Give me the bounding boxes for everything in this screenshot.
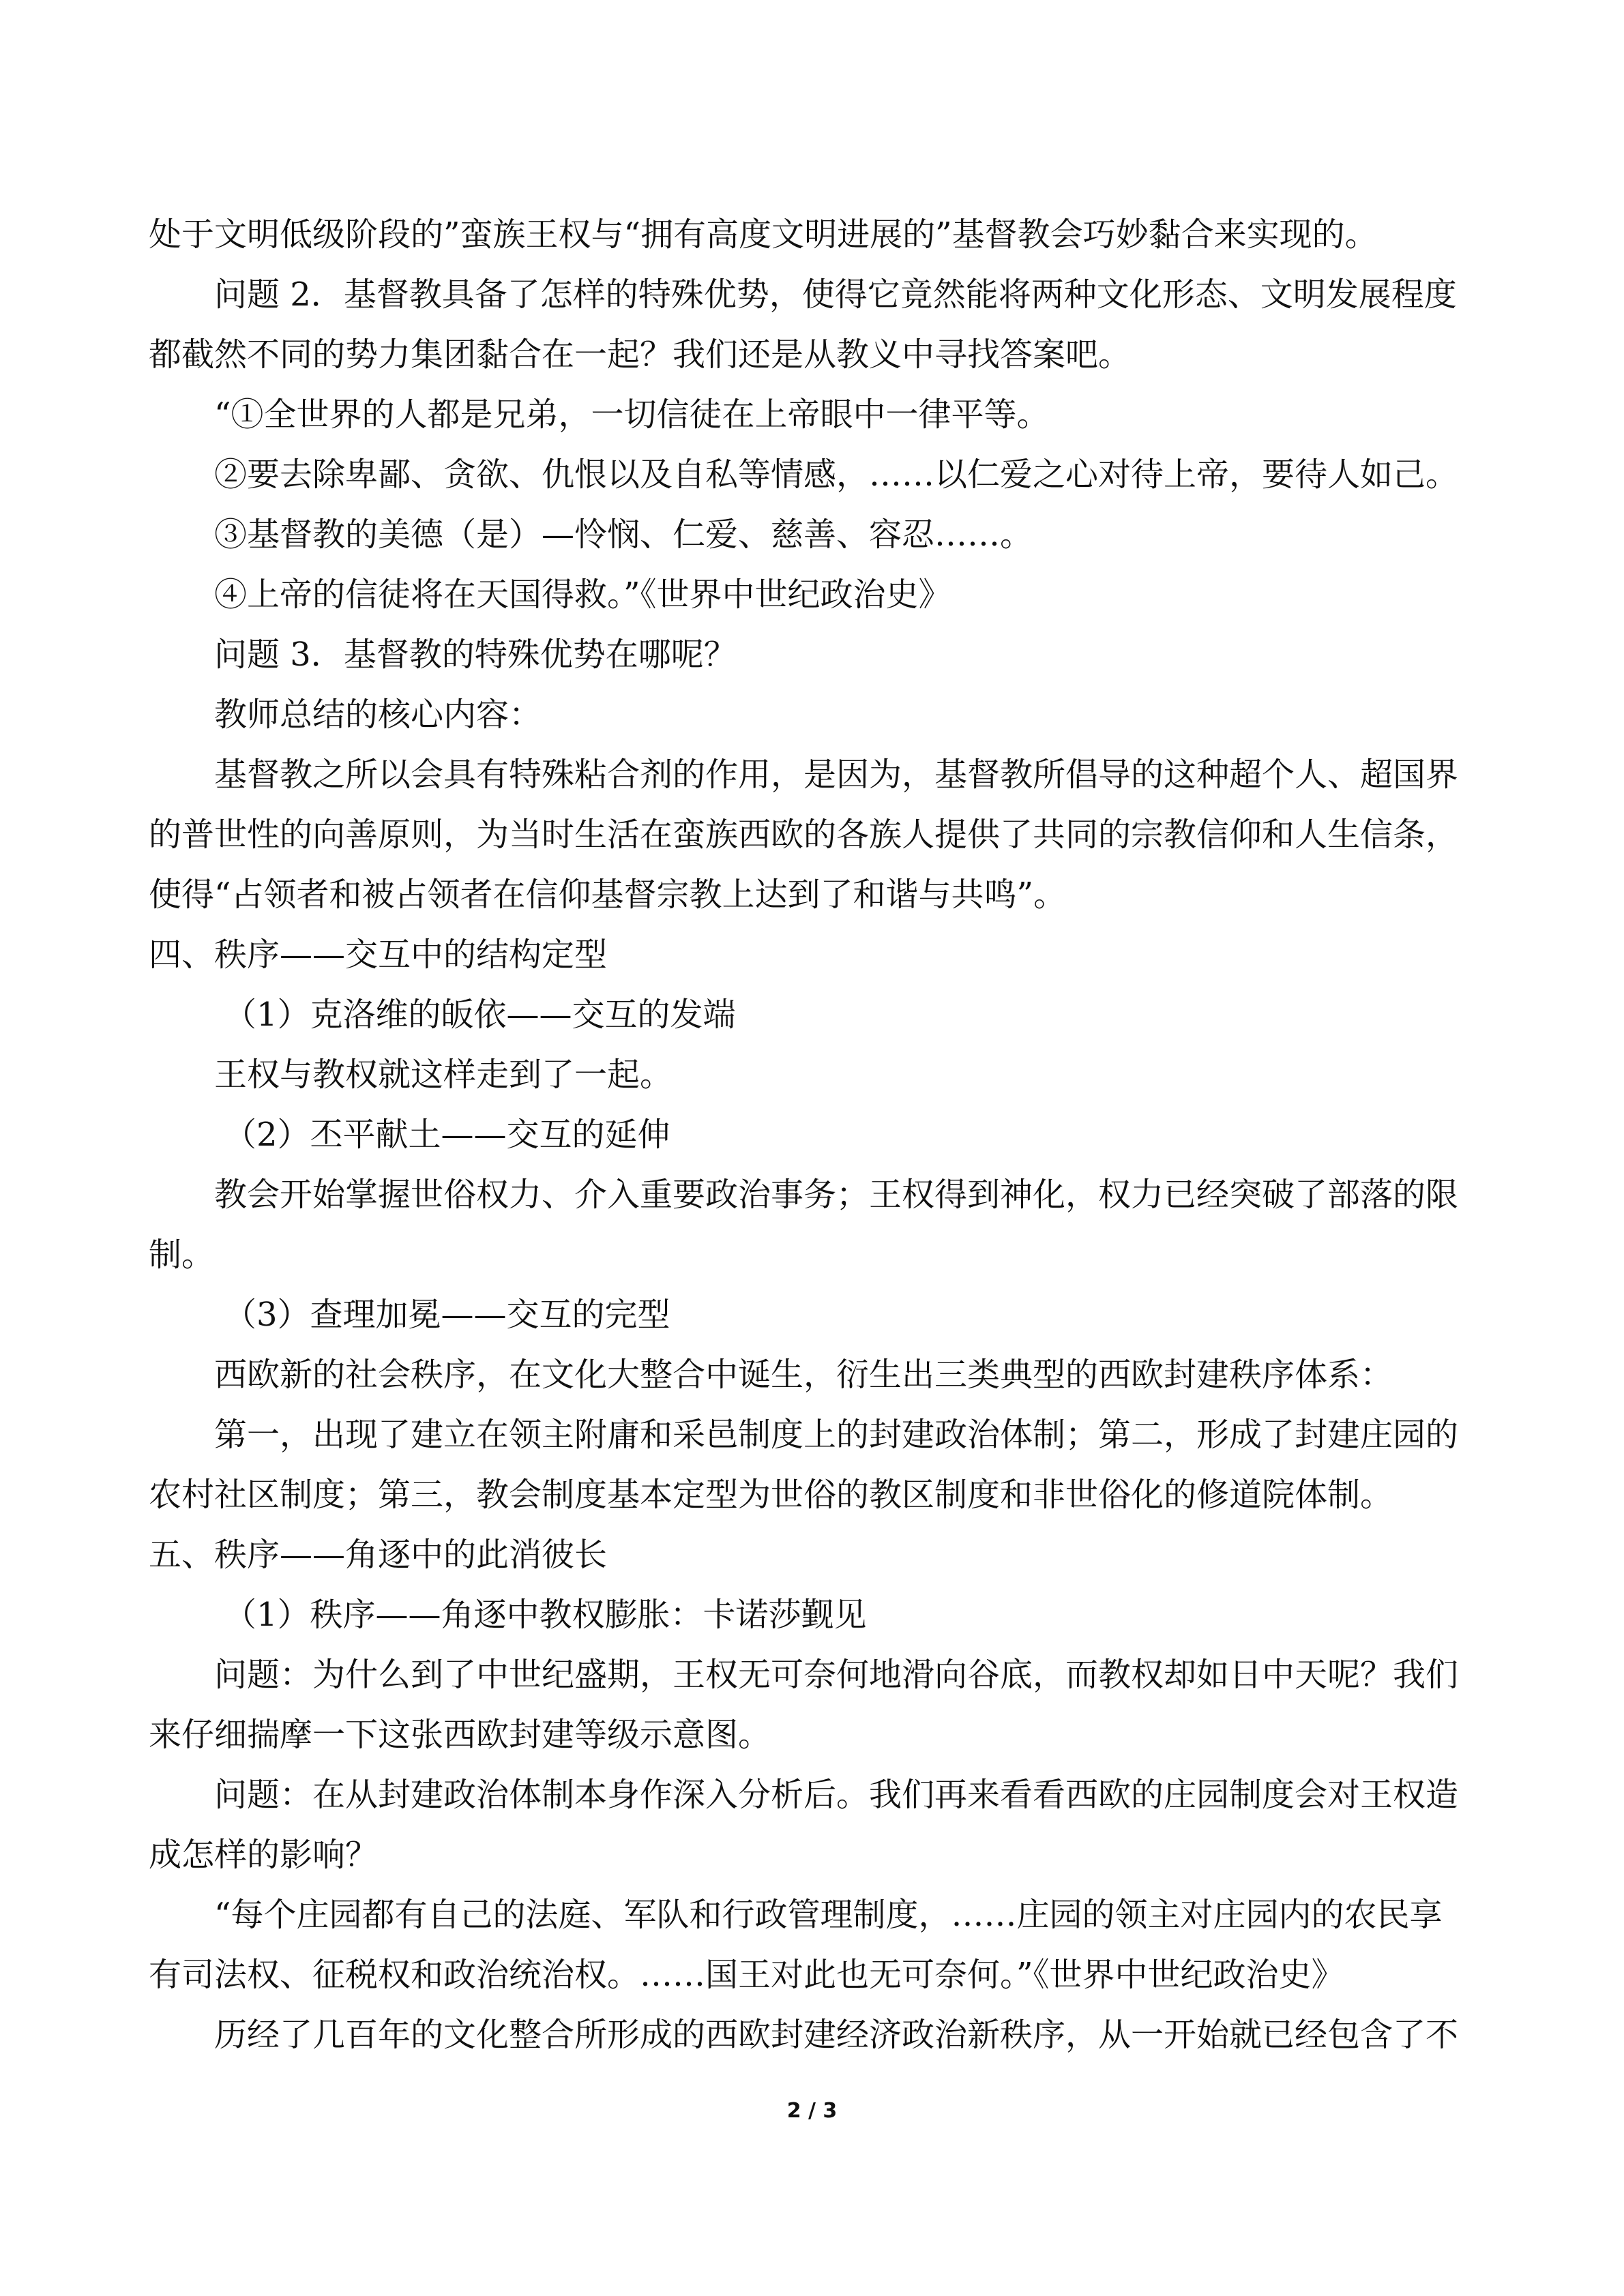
text-line: 问题 2．基督教具备了怎样的特殊优势，使得它竟然能将两种文化形态、文明发展程度 [214,275,1457,314]
text-line: （3）查理加冕——交互的完型 [224,1296,670,1334]
text-line: 西欧新的社会秩序，在文化大整合中诞生，衍生出三类典型的西欧封建秩序体系： [214,1356,1393,1394]
text-line: 农村社区制度；第三，教会制度基本定型为世俗的教区制度和非世俗化的修道院体制。 [149,1476,1393,1514]
text-line: 历经了几百年的文化整合所形成的西欧封建经济政治新秩序，从一开始就已经包含了不 [214,2016,1459,2054]
text-line: 成怎样的影响？ [149,1836,379,1874]
document-body [149,205,1458,2065]
text-line: “①全世界的人都是兄弟，一切信徒在上帝眼中一律平等。 [214,396,1050,434]
text-line: 的普世性的向善原则，为当时生活在蛮族西欧的各族人提供了共同的宗教信仰和人生信条， [149,816,1459,854]
text-line: ③基督教的美德（是）—怜悯、仁爱、慈善、容忍……。 [214,516,1033,554]
text-line: 四、秩序——交互中的结构定型 [149,936,608,974]
text-line: 制。 [149,1236,215,1274]
text-line: 五、秩序——角逐中的此消彼长 [149,1536,608,1574]
text-line: “每个庄园都有自己的法庭、军队和行政管理制度，……庄园的领主对庄园内的农民享 [214,1896,1443,1934]
text-line: 有司法权、征税权和政治统治权。……国王对此也无可奈何。”《世界中世纪政治史》 [149,1956,1344,1994]
text-line: 基督教之所以会具有特殊粘合剂的作用，是因为，基督教所倡导的这种超个人、超国界 [214,756,1459,794]
text-line: 问题 3．基督教的特殊优势在哪呢？ [214,636,737,674]
text-line: ②要去除卑鄙、贪欲、仇恨以及自私等情感，……以仁爱之心对待上帝，要待人如己。 [214,456,1459,494]
text-line: 都截然不同的势力集团黏合在一起？我们还是从教义中寻找答案吧。 [149,336,1132,374]
text-line: 问题：为什么到了中世纪盛期，王权无可奈何地滑向谷底，而教权却如日中天呢？我们 [214,1656,1459,1694]
text-line: 来仔细揣摩一下这张西欧封建等级示意图。 [149,1716,771,1754]
text-line: （1）克洛维的皈依——交互的发端 [224,996,736,1034]
text-line: 教会开始掌握世俗权力、介入重要政治事务；王权得到神化，权力已经突破了部落的限 [214,1176,1459,1214]
text-line: （1）秩序——角逐中教权膨胀：卡诺莎觐见 [224,1596,867,1634]
text-line: （2）丕平献土——交互的延伸 [224,1116,670,1154]
text-line: 王权与教权就这样走到了一起。 [214,1056,673,1094]
text-line: 教师总结的核心内容： [214,696,542,734]
text-line: 使得“占领者和被占领者在信仰基督宗教上达到了和谐与共鸣”。 [149,876,1067,914]
text-line: ④上帝的信徒将在天国得救。”《世界中世纪政治史》 [214,576,951,614]
text-line: 处于文明低级阶段的”蛮族王权与“拥有高度文明进展的”基督教会巧妙黏合来实现的。 [149,215,1378,254]
page-number: 2 / 3 [786,2099,838,2123]
text-line: 第一，出现了建立在领主附庸和采邑制度上的封建政治体制；第二，形成了封建庄园的 [214,1416,1459,1454]
text-line: 问题：在从封建政治体制本身作深入分析后。我们再来看看西欧的庄园制度会对王权造 [214,1776,1459,1814]
